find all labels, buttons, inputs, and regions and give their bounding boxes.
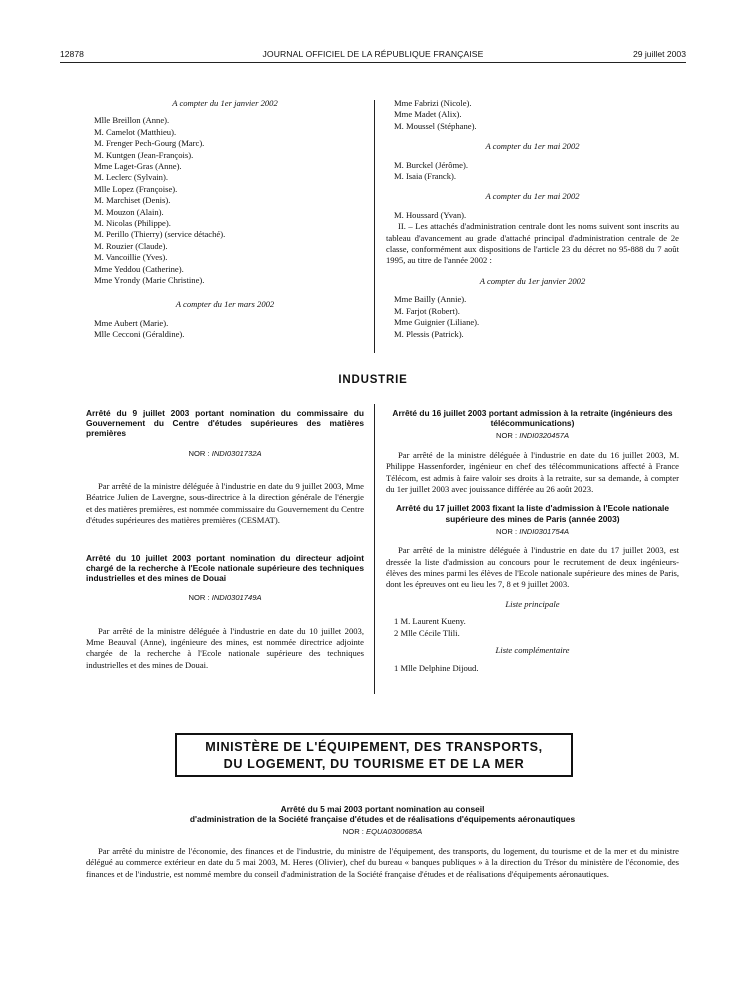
list-item: Mme Madet (Alix). [394,109,462,120]
ministry-line: DU LOGEMENT, DU TOURISME ET DE LA MER [223,757,525,771]
nor-reference [386,526,679,537]
list-item: M. Plessis (Patrick). [394,328,464,339]
nor-reference [386,430,679,441]
list-item: M. Vancoillie (Yves). [94,252,168,263]
list-item: M. Marchiset (Denis). [94,195,171,206]
list-item: Mme Aubert (Marie). [94,317,169,328]
nor-code: INDI0301754A [519,526,570,536]
right-column-top [386,98,679,340]
nor-code: INDI0320457A [519,431,570,441]
article-title-line: Arrêté du 5 mai 2003 portant nomination au conseil [280,804,485,814]
date-subheading: A compter du 1er mai 2002 [485,141,580,152]
article [86,553,364,672]
ministry-heading-box [175,733,573,777]
nor-reference [86,448,364,459]
article [86,408,364,527]
industrie-right-column [386,408,679,674]
article-title: Arrêté du 10 juillet 2003 portant nomination du directeur adjoint chargé de la recherche à l'Ecole nationale supérieure des techniques industrielles et des mines de Douai [86,552,364,584]
paragraph: II. – Les attachés d'administration centrale dont les noms suivent sont inscrits au tableau d'avancement au grade d'attaché principal d'administration centrale de 2e classe, conformément aux dispositions de l'article 23 du décret no 95-888 du 7 août 1995, au titre de l'année 2002 : [386,221,679,266]
list-item: Mme Yrondy (Marie Christine). [94,275,205,286]
date-subheading: A compter du 1er mai 2002 [485,191,580,202]
name-list [94,318,364,341]
list-item: Mlle Cecconi (Géraldine). [94,329,185,340]
list-item: M. Burckel (Jérôme). [394,159,468,170]
article-title: Arrêté du 9 juillet 2003 portant nomination du commissaire du Gouvernement du Centre d'études supérieures des matières premières [86,408,364,439]
list-item: M. Rouzier (Claude). [94,240,168,251]
date-subheading: A compter du 1er mars 2002 [175,298,275,309]
nor-label: NOR : [188,448,210,458]
admission-list [394,616,679,639]
name-list [94,115,364,286]
industrie-left-column [86,408,364,671]
article-body: Par arrêté de la ministre déléguée à l'industrie en date du 17 juillet 2003, est dressée la liste d'admission au concours pour le recrutement de deux ingénieurs-élèves des mines parmi les élèves de l'Ecole nationale supérieure des mines de Paris, dont les épreuves ont eu lieu les 7, 8 et 9 juillet 2003. [386,545,679,590]
list-item: M. Nicolas (Philippe). [94,218,171,229]
list-item: Mme Bailly (Annie). [394,294,467,305]
list-item: M. Frenger Pech-Gourg (Marc). [94,138,205,149]
list-item: M. Houssard (Yvan). [394,209,467,220]
list-item: 1 Mlle Delphine Dijoud. [394,662,479,673]
nor-reference [86,826,679,837]
list-item: M. Leclerc (Sylvain). [94,172,168,183]
list-item: M. Kuntgen (Jean-François). [94,149,194,160]
nor-code: INDI0301732A [211,448,262,458]
list-item: M. Perillo (Thierry) (service détaché). [94,229,226,240]
list-item: M. Isaia (Franck). [394,171,457,182]
list-item: Mlle Breillon (Anne). [94,115,170,126]
article-title: Arrêté du 17 juillet 2003 fixant la liste d'admission à l'Ecole nationale supérieure des mines de Paris (année 2003) [395,503,669,524]
column-divider [374,404,375,694]
list-item: Mme Laget-Gras (Anne). [94,161,182,172]
column-divider [374,100,375,353]
admission-list [394,663,679,674]
bottom-article [86,804,679,889]
issue-date: 29 juillet 2003 [632,49,686,59]
list-heading: Liste principale [505,598,560,609]
article [386,408,679,495]
nor-label: NOR : [342,827,364,837]
section-heading-industrie: INDUSTRIE [338,374,408,386]
journal-title: JOURNAL OFFICIEL DE LA RÉPUBLIQUE FRANÇAISE [262,49,484,59]
list-item: Mme Fabrizi (Nicole). [394,98,472,108]
list-item: Mme Yeddou (Catherine). [94,263,184,274]
left-column-top [86,98,364,341]
date-subheading: A compter du 1er janvier 2002 [479,275,586,286]
list-heading: Liste complémentaire [495,645,570,656]
list-item: 1 M. Laurent Kueny. [394,616,466,627]
running-header [60,49,686,61]
article-title [86,804,679,824]
name-list [394,160,679,183]
article-body: Par arrêté de la ministre déléguée à l'industrie en date du 9 juillet 2003, Mme Béatrice Julien de Lavergne, sous-directrice à la direction générale de l'énergie et des matières premières, est nommée commissaire du Gouvernement du Centre d'études supérieures des matières premières (CESMAT). [86,481,365,526]
header-rule [60,62,686,63]
list-item: M. Mouzon (Alain). [94,206,164,217]
nor-code: EQUA0300685A [366,827,423,837]
list-item: M. Moussel (Stéphane). [394,120,477,131]
article-body: Par arrêté de la ministre déléguée à l'industrie en date du 10 juillet 2003, Mme Beauval (Anne), ingénieure des mines, est nommée directrice adjointe chargée de la recherche à l'Ecole nationale supérieure des techniques industrielles et des mines de Douai. [86,625,364,670]
nor-label: NOR : [495,526,518,536]
name-list [394,294,679,340]
date-subheading: A compter du 1er janvier 2002 [172,98,278,108]
article-body: Par arrêté du ministre de l'économie, des finances et de l'industrie, du ministre de l'équipement, des transports, du logement, du tourisme et de la mer et du ministre délégué au commerce extérieur en date du 5 mai 2003, M. Heres (Olivier), chef du bureau « banques publiques » à la direction du Trésor du ministère de l'économie, des finances et de l'industrie, est nommé membre du conseil d'administration de la Société française d'études et de réalisations d'équipements aéronautiques. [86,845,679,879]
name-list [394,210,679,221]
article-title-line: d'administration de la Société française d'études et de réalisations d'équipements aéronautiques [189,814,576,825]
article-title: Arrêté du 16 juillet 2003 portant admission à la retraite (ingénieurs des télécommunications) [392,408,673,429]
list-item: M. Camelot (Matthieu). [94,126,177,137]
nor-label: NOR : [188,593,210,603]
page-number: 12878 [60,49,84,59]
name-list [394,98,679,132]
list-item: 2 Mlle Cécile Tlili. [394,627,460,638]
list-item: Mme Guignier (Liliane). [394,317,480,328]
nor-code: INDI0301749A [211,593,262,603]
article-body: Par arrêté de la ministre déléguée à l'industrie en date du 16 juillet 2003, M. Philippe Hassenforder, ingénieur en chef des télécommunications affecté à France Télécom, est admis à faire valoir ses droits à la retraite, sur sa demande, à compter du 1er juillet 2003 avec jouissance différée au 26 août 2023. [386,449,679,495]
list-item: M. Farjot (Robert). [394,305,460,316]
nor-label: NOR : [495,431,518,441]
list-item: Mlle Lopez (Françoise). [94,183,178,194]
nor-reference [86,592,364,603]
article [386,503,679,673]
ministry-line: MINISTÈRE DE L'ÉQUIPEMENT, DES TRANSPORTS, [205,740,543,754]
